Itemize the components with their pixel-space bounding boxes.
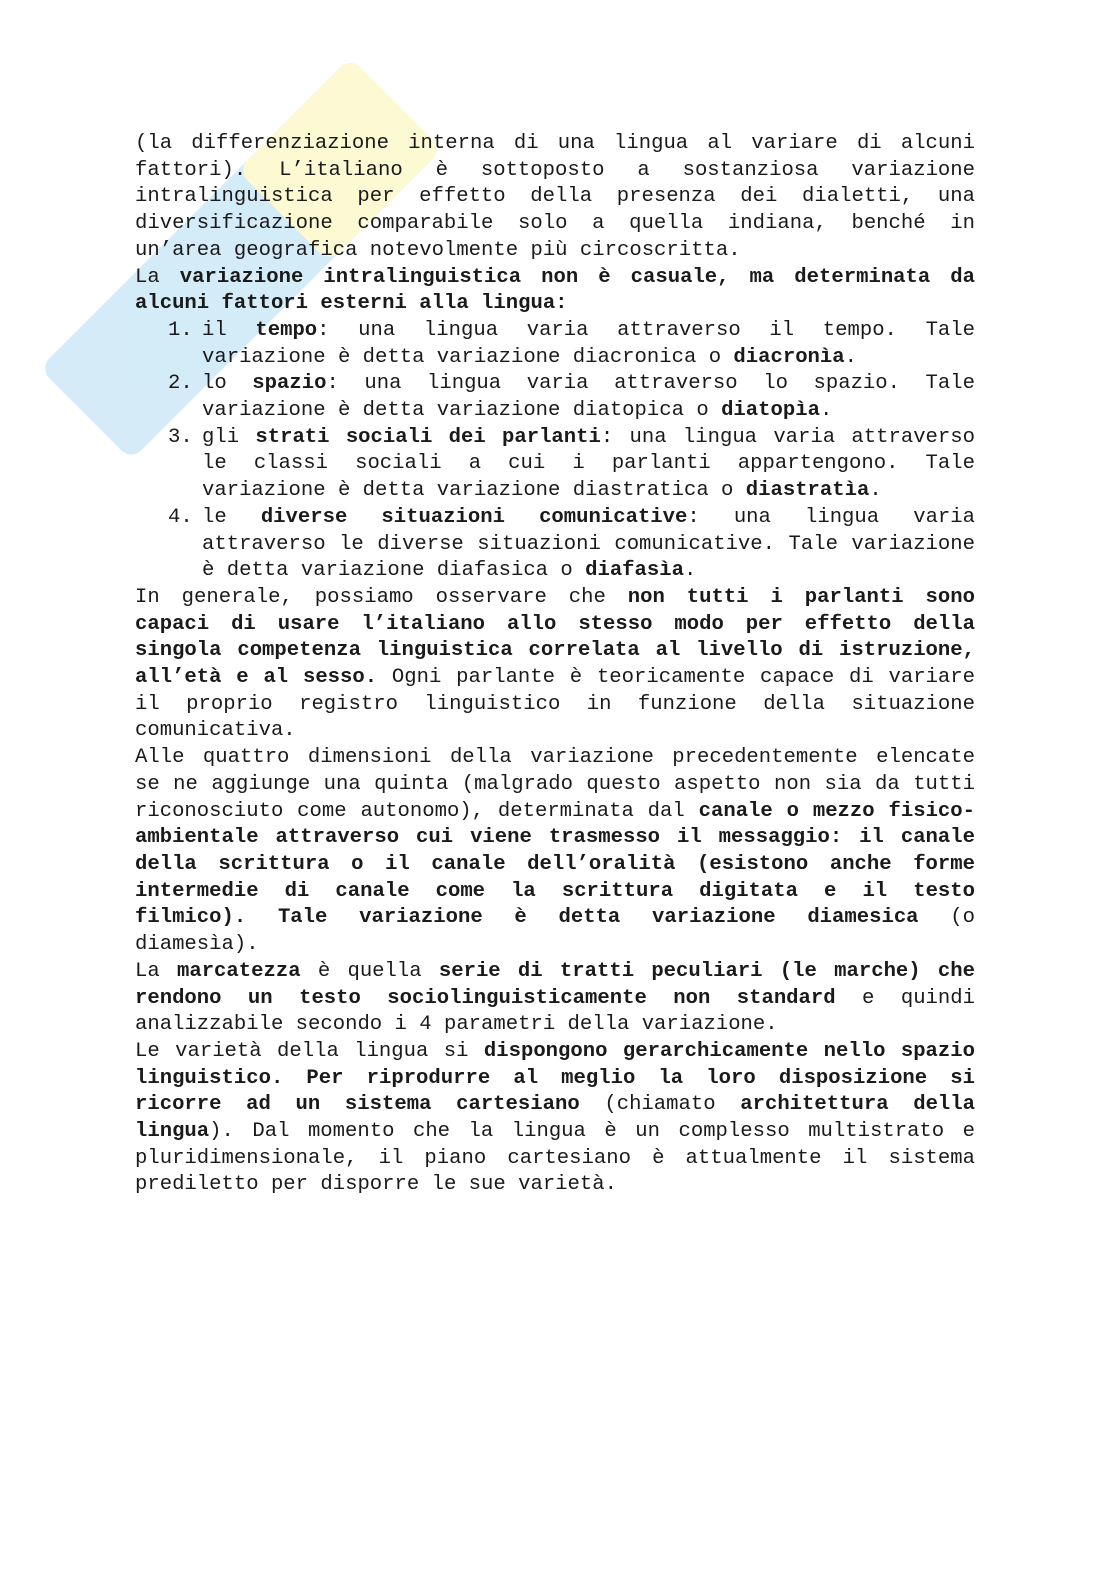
list-item: 1. il tempo: una lingua varia attraverso il tempo. Tale variazione è detta variazione diacronica o diacronìa. (168, 318, 975, 369)
paragraph-intro: (la differenziazione interna di una lingua al variare di alcuni fattori). L’italiano è sottoposto a sostanziosa variazione intralinguistica per effetto della presenza dei dialetti, una diversificazione comparabile solo a quella indiana, benché in un’area geografica notevolmente più circoscritta. (135, 132, 975, 262)
paragraph-diamesica: Alle quattro dimensioni della variazione precedentemente elencate se ne aggiunge una quinta (malgrado questo aspetto non sia da tutti riconosciuto come autonomo), determinata dal canale o mezzo fisico-ambientale attraverso cui viene trasmesso il messaggio: il canale della scrittura o il canale dell’oralità (esistono anche forme intermedie di canale come la scrittura digitata e il testo filmico). Tale variazione è detta variazione diamesica (o diamesìa). (135, 746, 976, 957)
list-item: 2. lo spazio: una lingua varia attraverso lo spazio. Tale variazione è detta variazione diatopica o diatopìa. (168, 372, 975, 423)
paragraph-marcatezza: La marcatezza è quella serie di tratti peculiari (le marche) che rendono un testo sociolinguisticamente non standard e quindi analizzabile secondo i 4 parametri della variazione. (135, 959, 975, 1037)
list-item: 3. gli strati sociali dei parlanti: una lingua varia attraverso le classi sociali a cui i parlanti appartengono. Tale variazione è detta variazione diastratica o diastratìa. (168, 425, 975, 503)
paragraph-varieta: Le varietà della lingua si dispongono gerarchicamente nello spazio linguistico. Per riprodurre al meglio la loro disposizione si ricorre ad un sistema cartesiano (chiamato architettura della lingua). Dal momento che la lingua è un complesso multistrato e pluridimensionale, il piano cartesiano è attualmente il sistema prediletto per disporre le sue varietà. (135, 1039, 976, 1197)
list-item: 4. le diverse situazioni comunicative: una lingua varia attraverso le diverse situazioni comunicative. Tale variazione è detta variazione diafasica o diafasìa. (168, 505, 976, 583)
document-body (135, 131, 975, 1199)
paragraph-variazione: La variazione intralinguistica non è casuale, ma determinata da alcuni fattori esterni alla lingua: (135, 265, 976, 316)
paragraph-in-generale: In generale, possiamo osservare che non tutti i parlanti sono capaci di usare l’italiano allo stesso modo per effetto della singola competenza linguistica correlata al livello di istruzione, all’età e al sesso. Ogni parlante è teoricamente capace di variare il proprio registro linguistico in funzione della situazione comunicativa. (135, 585, 976, 743)
factors-list (135, 318, 975, 585)
